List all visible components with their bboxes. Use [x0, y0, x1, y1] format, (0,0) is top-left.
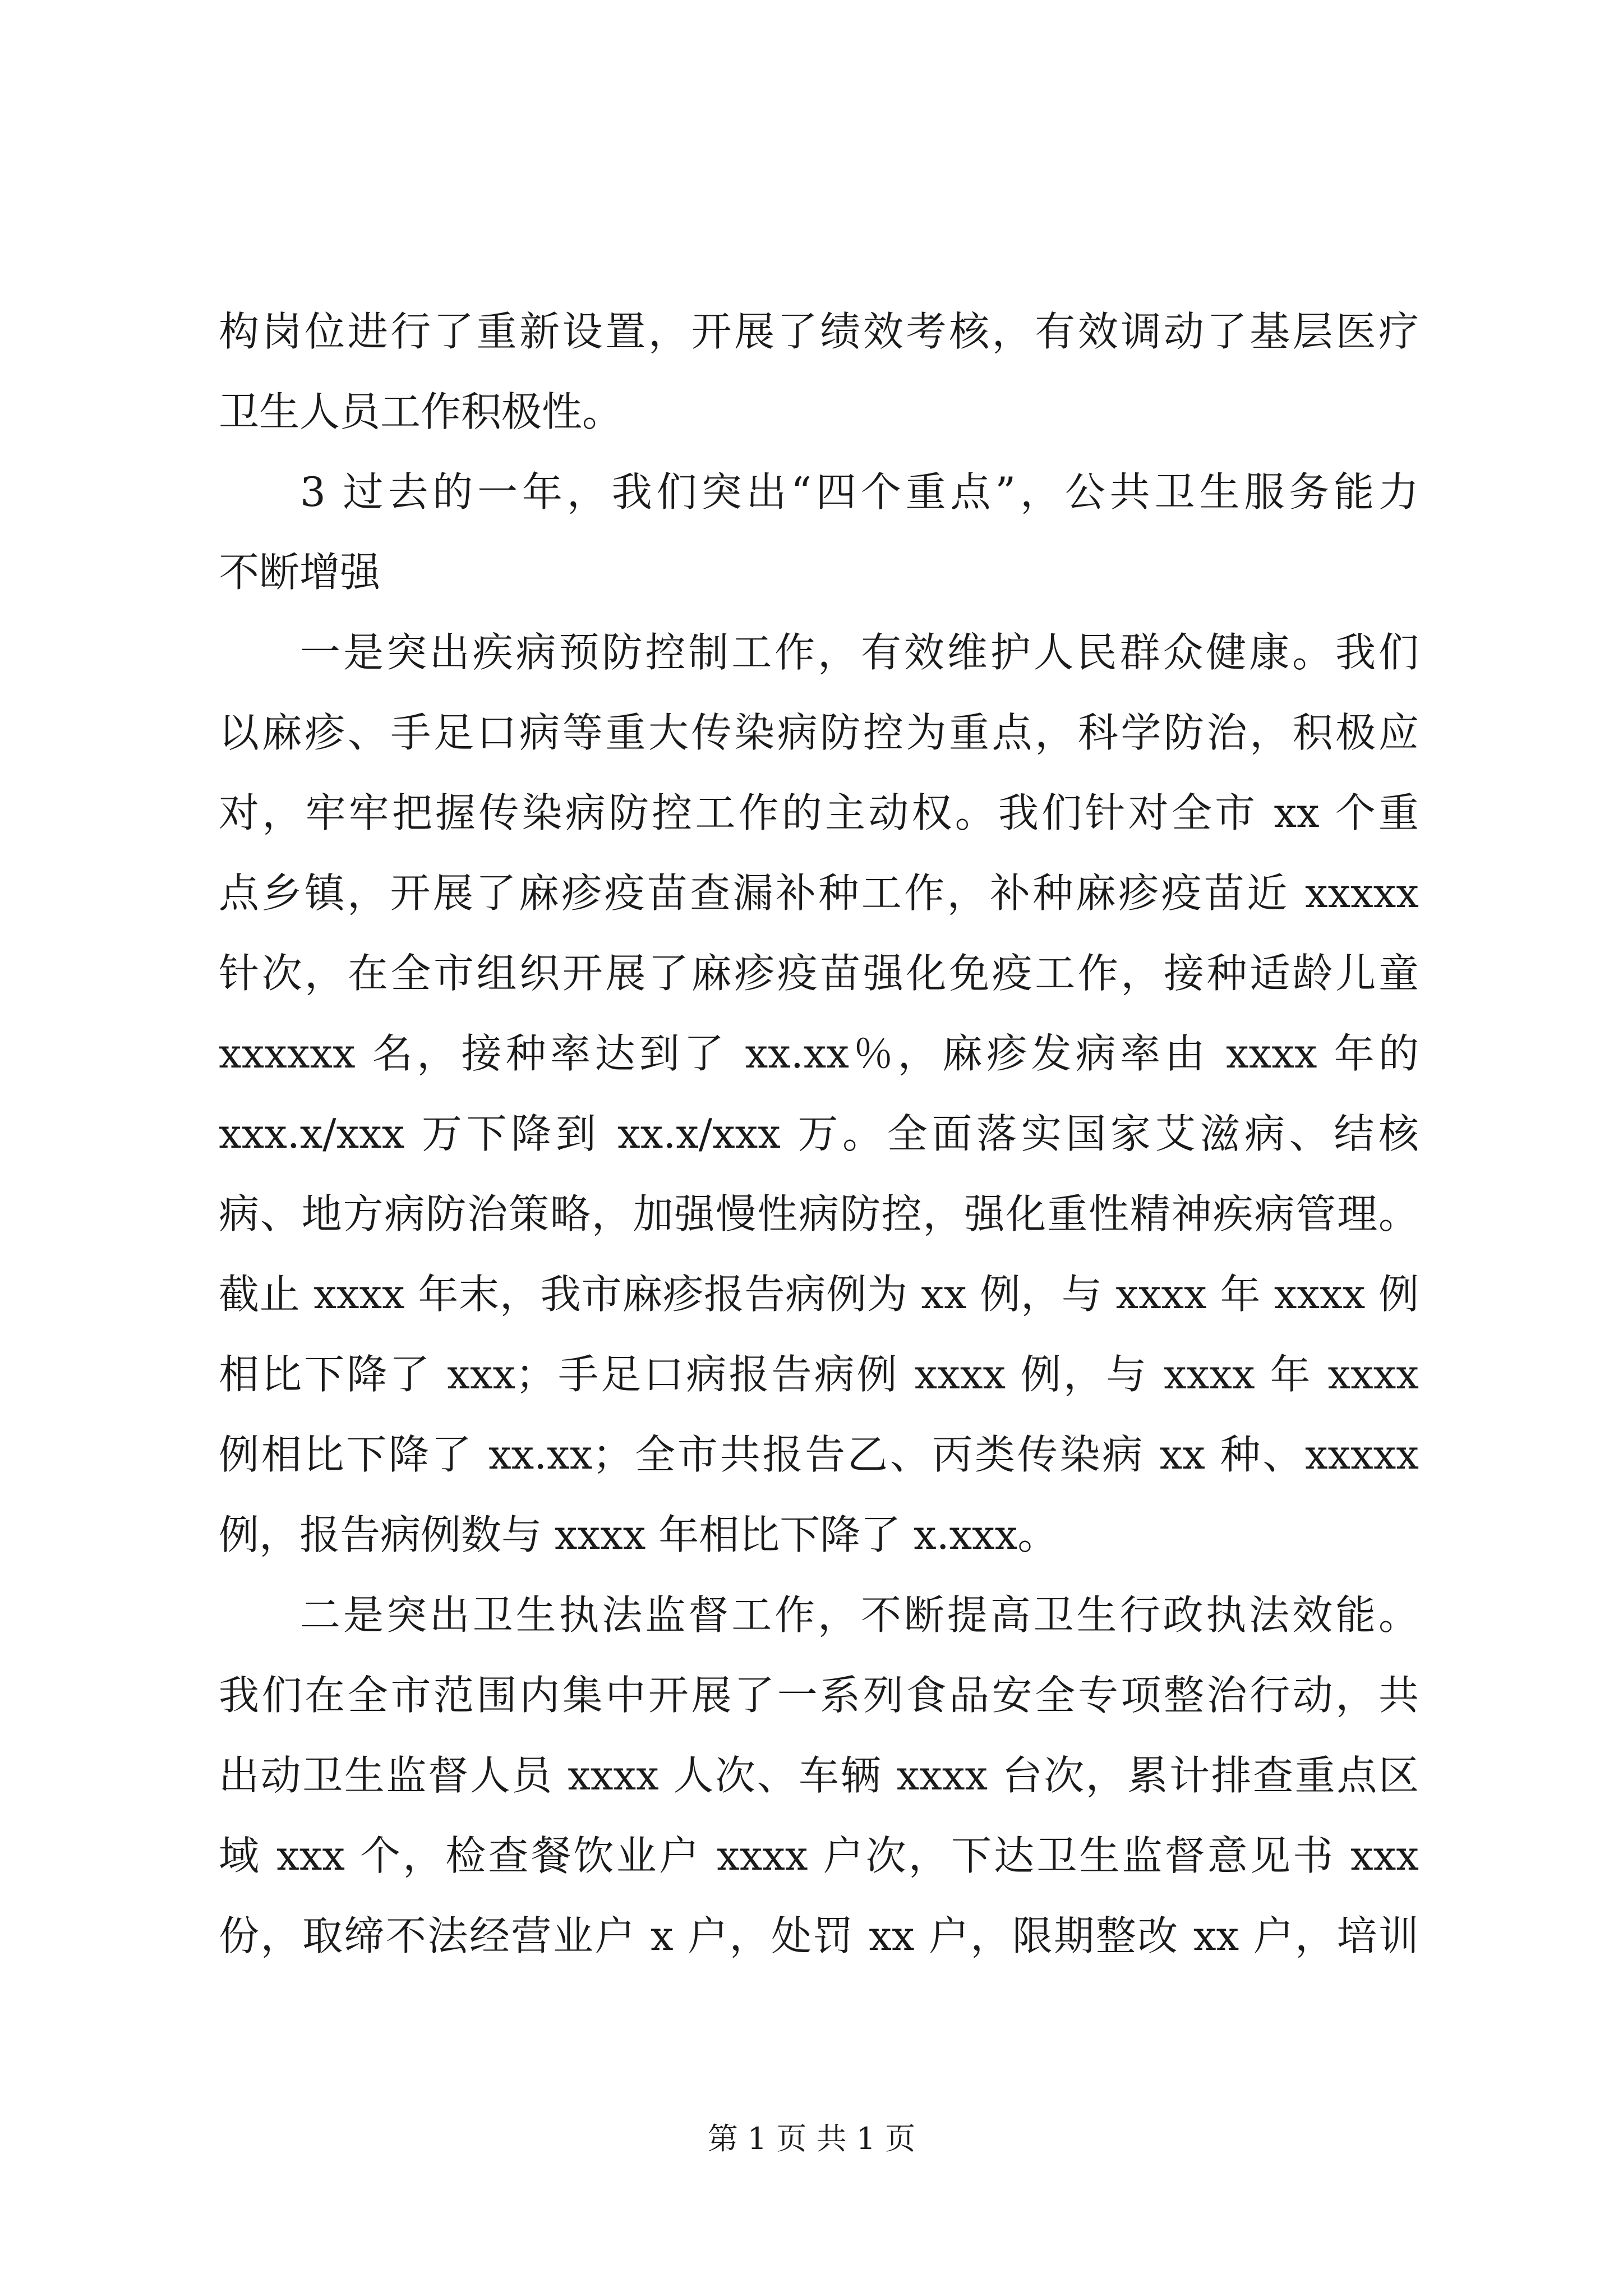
text-line: 我们在全市范围内集中开展了一系列食品安全专项整治行动，共 — [219, 1672, 1419, 1719]
text-line: 例相比下降了 xx.xx；全市共报告乙、丙类传染病 xx 种、xxxxx — [219, 1431, 1419, 1478]
text-line: 例，报告病例数与 xxxx 年相比下降了 x.xxx。 — [219, 1511, 1058, 1558]
text-line: 病、地方病防治策略，加强慢性病防控，强化重性精神疾病管理。 — [219, 1190, 1419, 1237]
text-line: 不断增强 — [219, 549, 381, 596]
text-line: 对，牢牢把握传染病防控工作的主动权。我们针对全市 xx 个重 — [219, 789, 1419, 836]
page-footer — [0, 2115, 1623, 2158]
text-line: xxx.x/xxx 万下降到 xx.x/xxx 万。全面落实国家艾滋病、结核 — [219, 1110, 1419, 1157]
page-number-label: 第 1 页 共 1 页 — [707, 2121, 916, 2156]
text-line: 卫生人员工作积极性。 — [219, 388, 623, 435]
text-line: 一是突出疾病预防控制工作，有效维护人民群众健康。我们 — [300, 629, 1419, 676]
text-line: 份，取缔不法经营业户 x 户，处罚 xx 户，限期整改 xx 户，培训 — [219, 1912, 1419, 1959]
text-line: 针次，在全市组织开展了麻疹疫苗强化免疫工作，接种适龄儿童 — [219, 950, 1419, 997]
text-line: 域 xxx 个，检查餐饮业户 xxxx 户次，下达卫生监督意见书 xxx — [219, 1832, 1419, 1879]
text-line: 3 过去的一年，我们突出“四个重点”，公共卫生服务能力 — [300, 468, 1419, 516]
text-line: 出动卫生监督人员 xxxx 人次、车辆 xxxx 台次，累计排查重点区 — [219, 1752, 1419, 1799]
text-line: 点乡镇，开展了麻疹疫苗查漏补种工作，补种麻疹疫苗近 xxxxx — [219, 869, 1419, 917]
text-line: 以麻疹、手足口病等重大传染病防控为重点，科学防治，积极应 — [219, 709, 1419, 756]
text-line: 构岗位进行了重新设置，开展了绩效考核，有效调动了基层医疗 — [219, 308, 1419, 355]
text-line: 二是突出卫生执法监督工作，不断提高卫生行政执法效能。 — [300, 1591, 1419, 1639]
text-line: xxxxxx 名，接种率达到了 xx.xx％，麻疹发病率由 xxxx 年的 — [219, 1030, 1419, 1077]
body-text — [219, 292, 1419, 1976]
text-line: 相比下降了 xxx；手足口病报告病例 xxxx 例，与 xxxx 年 xxxx — [219, 1351, 1419, 1398]
text-line: 截止 xxxx 年末，我市麻疹报告病例为 xx 例，与 xxxx 年 xxxx 例 — [219, 1271, 1419, 1318]
